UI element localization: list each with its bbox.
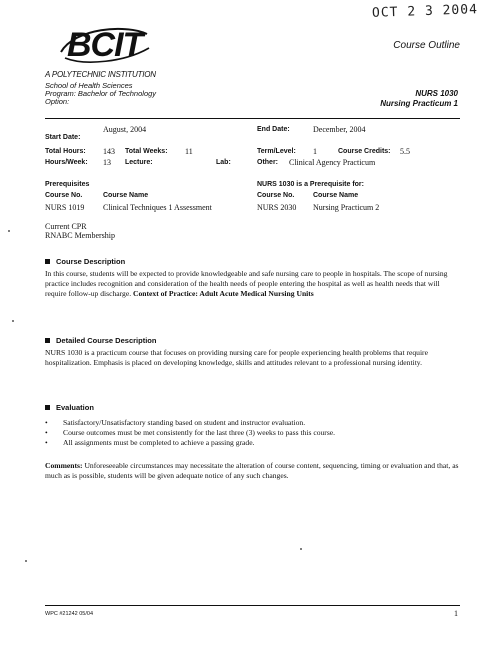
prereq-for-col-course-no: Course No. bbox=[257, 192, 295, 199]
list-item: • Satisfactory/Unsatisfactory standing based on student and instructor evaluation. bbox=[45, 418, 306, 427]
detailed-description-title: Detailed Course Description bbox=[56, 336, 157, 345]
context-of-practice: Context of Practice: Adult Acute Medical Nursing Units bbox=[133, 289, 314, 298]
course-identifier bbox=[380, 89, 458, 109]
bullet-icon: • bbox=[45, 428, 48, 437]
lab-label: Lab: bbox=[216, 159, 231, 166]
footer-divider bbox=[45, 605, 460, 606]
total-hours-value: 143 bbox=[103, 147, 115, 156]
end-date-value: December, 2004 bbox=[313, 125, 366, 134]
hours-week-label: Hours/Week: bbox=[45, 159, 88, 166]
lecture-label: Lecture: bbox=[125, 159, 153, 166]
detailed-description-text: NURS 1030 is a practicum course that focuses on providing nursing care for people experiencing health problems that require hospitalization. Emphasis is placed on developing knowledge, skills and attitudes relevant to a professional nursing identity. bbox=[45, 348, 428, 367]
school-name: School of Health Sciences bbox=[45, 81, 133, 90]
course-code: NURS 1030 bbox=[415, 89, 458, 98]
course-description-title: Course Description bbox=[56, 257, 126, 266]
received-date-stamp: OCT 2 3 2004 bbox=[371, 2, 479, 21]
start-date-label: Start Date: bbox=[45, 134, 81, 141]
institution-tagline: A POLYTECHNIC INSTITUTION bbox=[45, 70, 156, 79]
term-level-label: Term/Level: bbox=[257, 148, 296, 155]
list-item: • Course outcomes must be met consistently for the last three (3) weeks to pass this course. bbox=[45, 428, 336, 437]
page-number: 1 bbox=[454, 609, 458, 618]
list-item: • All assignments must be completed to achieve a passing grade. bbox=[45, 438, 255, 447]
comments-label: Comments: bbox=[45, 461, 83, 470]
start-date-value: August, 2004 bbox=[103, 125, 147, 134]
prereq-extra-rnabc: RNABC Membership bbox=[45, 231, 115, 240]
scan-mark bbox=[300, 548, 302, 550]
start-date-row bbox=[45, 126, 80, 144]
prereq-col-course-no: Course No. bbox=[45, 192, 83, 199]
other-label: Other: bbox=[257, 159, 278, 166]
comments-text: Unforeseeable circumstances may necessitate the alteration of course content, sequencing, timing or evaluation and that, as much as is possible, students will be given adequate notice of any such changes. bbox=[45, 461, 459, 480]
evaluation-title: Evaluation bbox=[56, 403, 94, 412]
end-date-label: End Date: bbox=[257, 126, 290, 133]
comments-paragraph bbox=[45, 461, 463, 481]
total-hours-label: Total Hours: bbox=[45, 148, 86, 155]
course-description-text: In this course, students will be expected to provide knowledgeable and safe nursing care to people in hospitals. The scope of nursing practice includes recognition and consideration of the health needs of people entering the hospital as well as health needs that will require follow-up discharge. bbox=[45, 269, 448, 298]
prereq-for-heading: NURS 1030 is a Prerequisite for: bbox=[257, 181, 364, 188]
scan-mark bbox=[8, 230, 10, 232]
logo-text: BCIT bbox=[67, 26, 143, 64]
bullet-icon: • bbox=[45, 418, 48, 427]
document-type-title: Course Outline bbox=[393, 40, 460, 51]
evaluation-heading bbox=[45, 403, 94, 412]
prereq-course-no: NURS 1019 bbox=[45, 203, 85, 212]
course-description-heading bbox=[45, 257, 125, 266]
option-label: Option: bbox=[45, 97, 70, 106]
prereq-extra-cpr: Current CPR bbox=[45, 222, 87, 231]
prereq-course-name: Clinical Techniques 1 Assessment bbox=[103, 203, 212, 212]
prereq-for-course-no: NURS 2030 bbox=[257, 203, 297, 212]
scan-mark bbox=[25, 560, 27, 562]
prereq-for-col-course-name: Course Name bbox=[313, 192, 359, 199]
header-divider bbox=[45, 118, 460, 119]
detailed-description-heading bbox=[45, 336, 156, 345]
section-bullet-icon bbox=[45, 338, 50, 343]
hours-week-value: 13 bbox=[103, 158, 111, 167]
school-info bbox=[45, 82, 156, 106]
section-bullet-icon bbox=[45, 405, 50, 410]
credits-label: Course Credits: bbox=[338, 148, 391, 155]
total-weeks-label: Total Weeks: bbox=[125, 148, 168, 155]
evaluation-list bbox=[45, 418, 463, 448]
program-name: Program: Bachelor of Technology bbox=[45, 89, 157, 98]
section-bullet-icon bbox=[45, 259, 50, 264]
total-weeks-value: 11 bbox=[185, 147, 193, 156]
prerequisites-heading: Prerequisites bbox=[45, 181, 90, 188]
term-level-value: 1 bbox=[313, 147, 317, 156]
prereq-for-course-name: Nursing Practicum 2 bbox=[313, 203, 380, 212]
bcit-logo bbox=[55, 22, 155, 70]
credits-value: 5.5 bbox=[400, 147, 410, 156]
scan-mark bbox=[12, 320, 14, 322]
bullet-icon: • bbox=[45, 438, 48, 447]
course-description-body bbox=[45, 269, 463, 299]
prereq-col-course-name: Course Name bbox=[103, 192, 149, 199]
course-name: Nursing Practicum 1 bbox=[380, 99, 458, 108]
other-value: Clinical Agency Practicum bbox=[289, 158, 376, 167]
footer-document-id: WPC #21242 05/04 bbox=[45, 611, 94, 617]
